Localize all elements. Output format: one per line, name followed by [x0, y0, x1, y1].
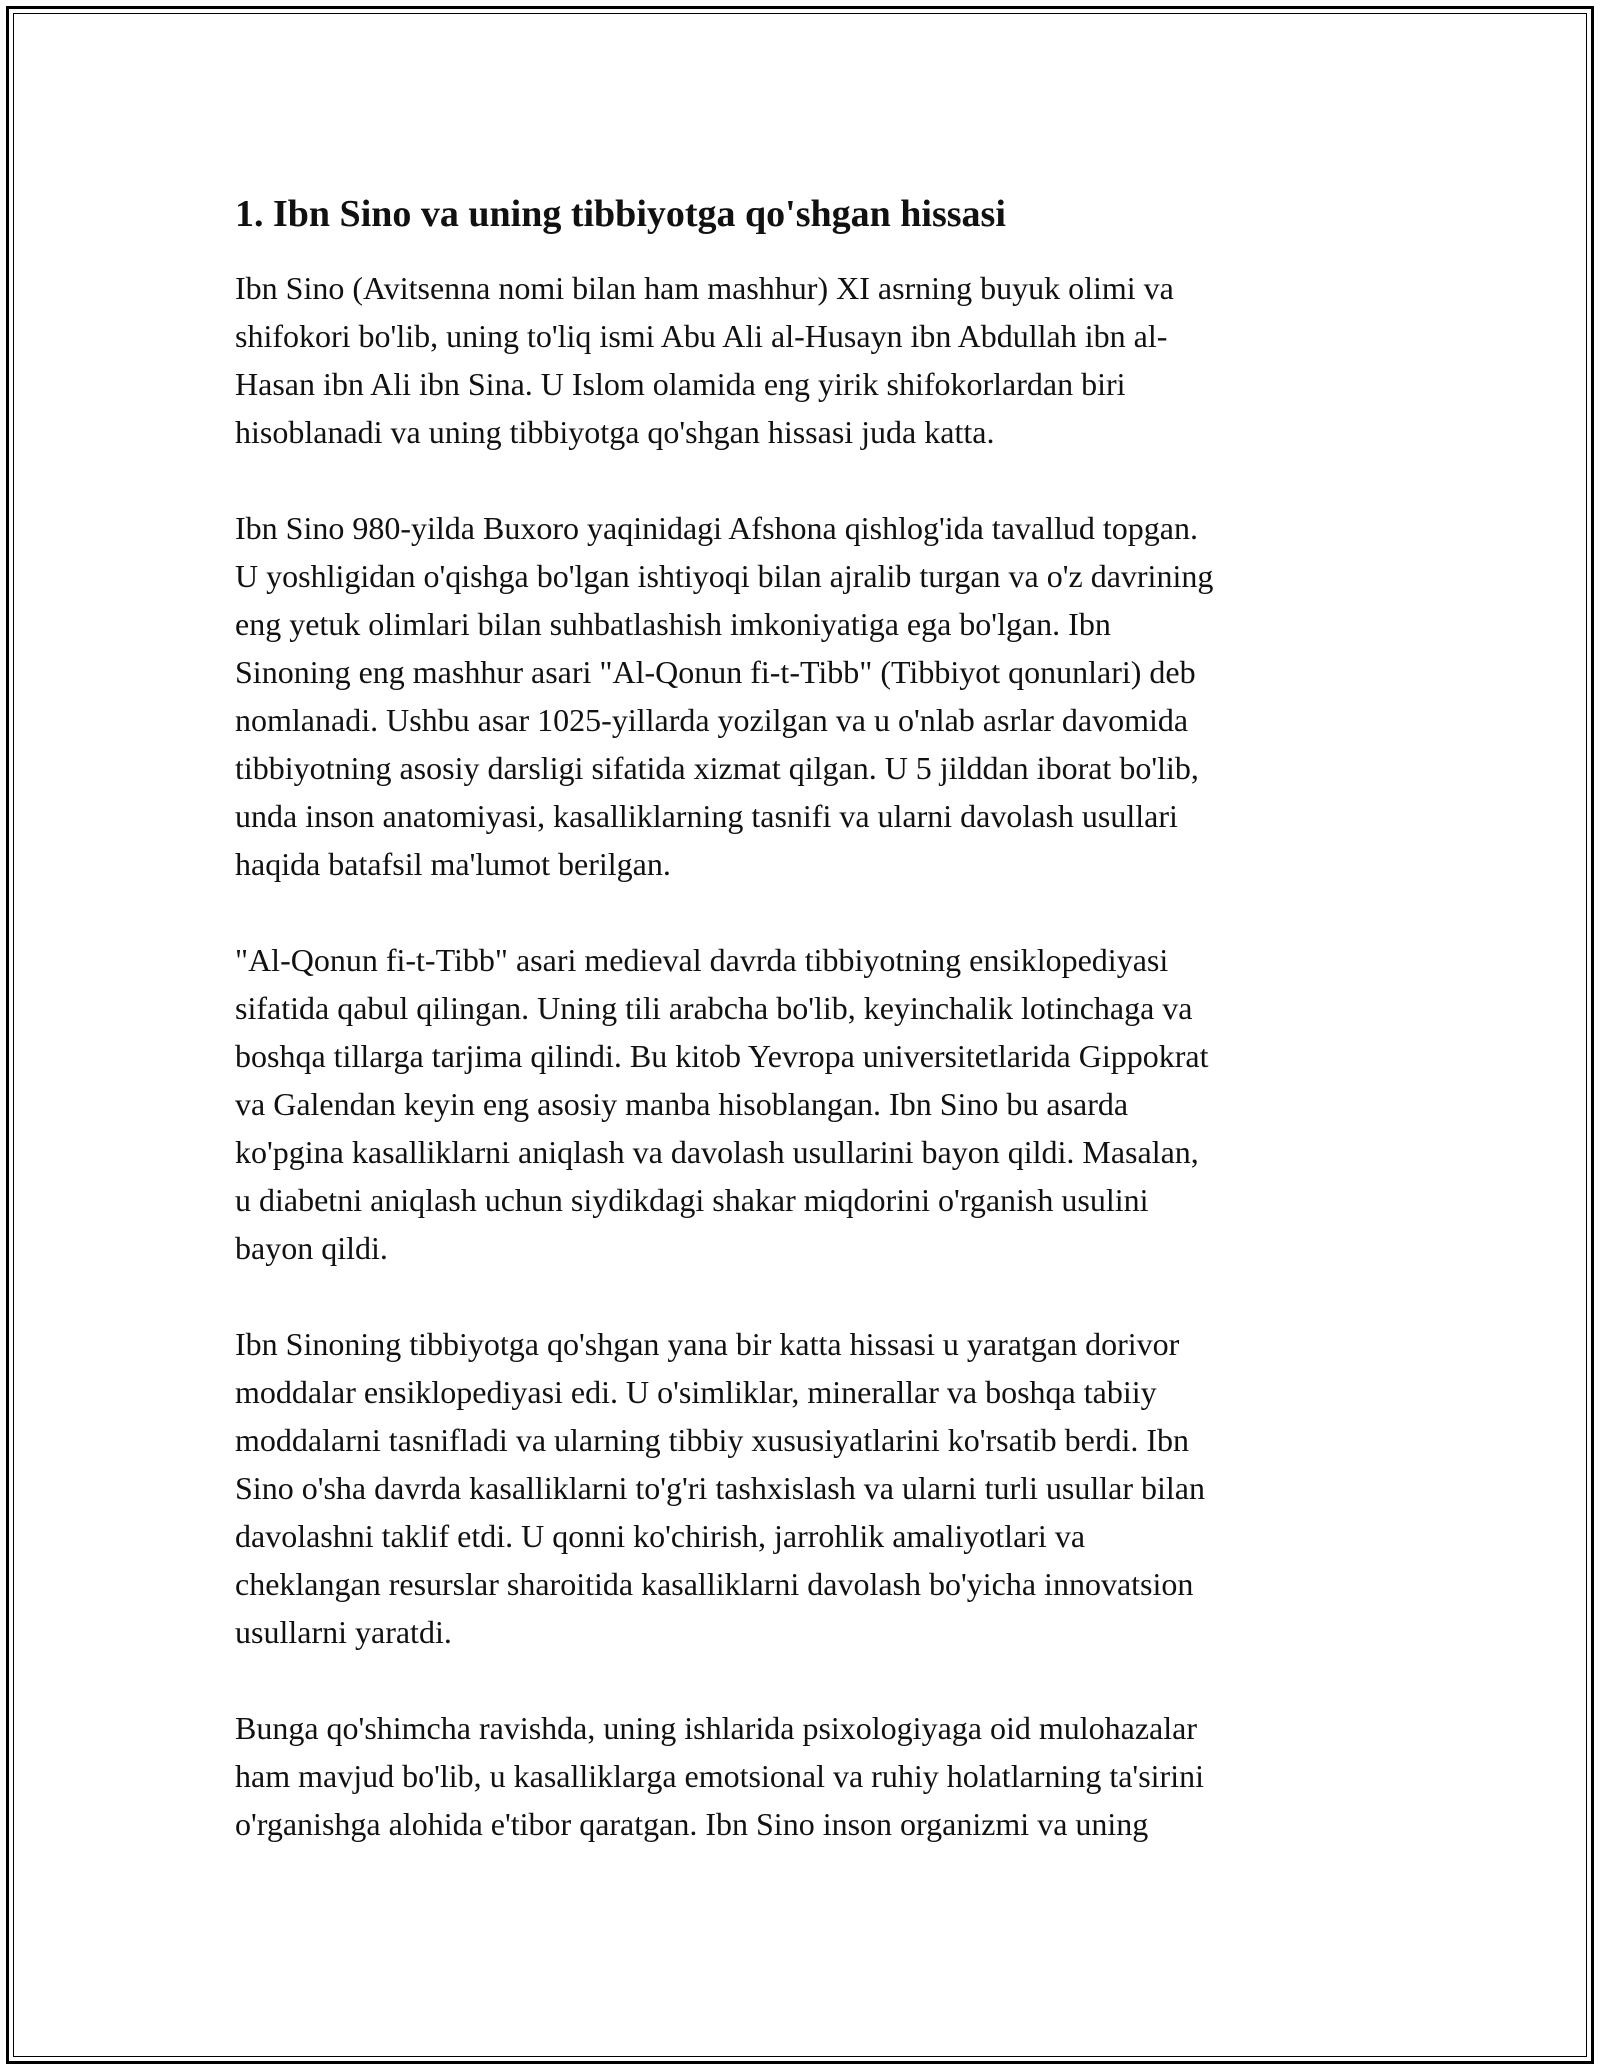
text-line: haqida batafsil ma'lumot berilgan. [235, 846, 671, 882]
text-line: Bunga qo'shimcha ravishda, uning ishlarida psixologiyaga oid mulohazalar [235, 1710, 1197, 1746]
paragraph-2 [235, 504, 1375, 888]
text-line: cheklangan resurslar sharoitida kasalliklarni davolash bo'yicha innovatsion [235, 1566, 1194, 1602]
text-line: unda inson anatomiyasi, kasalliklarning tasnifi va ularni davolash usullari [235, 798, 1178, 834]
text-line: bayon qildi. [235, 1230, 388, 1266]
text-line: sifatida qabul qilingan. Uning tili arabcha bo'lib, keyinchalik lotinchaga va [235, 990, 1193, 1026]
text-line: usullarni yaratdi. [235, 1614, 452, 1650]
text-line: moddalarni tasnifladi va ularning tibbiy xususiyatlarini ko'rsatib berdi. Ibn [235, 1422, 1190, 1458]
text-line: u diabetni aniqlash uchun siydikdagi shakar miqdorini o'rganish usulini [235, 1182, 1149, 1218]
paragraph-4 [235, 1320, 1375, 1656]
text-line: boshqa tillarga tarjima qilindi. Bu kitob Yevropa universitetlarida Gippokrat [235, 1038, 1209, 1074]
text-line: ko'pgina kasalliklarni aniqlash va davolash usullarini bayon qildi. Masalan, [235, 1134, 1199, 1170]
paragraph-5 [235, 1704, 1375, 1848]
paragraph-3 [235, 936, 1375, 1272]
text-line: davolashni taklif etdi. U qonni ko'chirish, jarrohlik amaliyotlari va [235, 1518, 1086, 1554]
text-line: "Al-Qonun fi-t-Tibb" asari medieval davrda tibbiyotning ensiklopediyasi [235, 942, 1169, 978]
paragraph-1 [235, 264, 1375, 456]
text-line: o'rganishga alohida e'tibor qaratgan. Ibn Sino inson organizmi va uning [235, 1806, 1149, 1842]
text-line: Sinoning eng mashhur asari "Al-Qonun fi-t-Tibb" (Tibbiyot qonunlari) deb [235, 654, 1196, 690]
document-body [235, 190, 1375, 1896]
text-line: nomlanadi. Ushbu asar 1025-yillarda yozilgan va u o'nlab asrlar davomida [235, 702, 1189, 738]
text-line: ham mavjud bo'lib, u kasalliklarga emotsional va ruhiy holatlarning ta'sirini [235, 1758, 1204, 1794]
text-line: shifokori bo'lib, uning to'liq ismi Abu Ali al-Husayn ibn Abdullah ibn al- [235, 318, 1168, 354]
text-line: va Galendan keyin eng asosiy manba hisoblangan. Ibn Sino bu asarda [235, 1086, 1129, 1122]
text-line: Hasan ibn Ali ibn Sina. U Islom olamida eng yirik shifokorlardan biri [235, 366, 1126, 402]
text-line: Ibn Sinoning tibbiyotga qo'shgan yana bir katta hissasi u yaratgan dorivor [235, 1326, 1180, 1362]
text-line: tibbiyotning asosiy darsligi sifatida xizmat qilgan. U 5 jilddan iborat bo'lib, [235, 750, 1199, 786]
text-line: moddalar ensiklopediyasi edi. U o'simliklar, minerallar va boshqa tabiiy [235, 1374, 1157, 1410]
text-line: eng yetuk olimlari bilan suhbatlashish imkoniyatiga ega bo'lgan. Ibn [235, 606, 1111, 642]
text-line: Ibn Sino 980-yilda Buxoro yaqinidagi Afshona qishlog'ida tavallud topgan. [235, 510, 1198, 546]
text-line: Ibn Sino (Avitsenna nomi bilan ham mashhur) XI asrning buyuk olimi va [235, 270, 1174, 306]
text-line: hisoblanadi va uning tibbiyotga qo'shgan hissasi juda katta. [235, 414, 995, 450]
document-title: 1. Ibn Sino va uning tibbiyotga qo'shgan hissasi [235, 193, 1006, 235]
text-line: U yoshligidan o'qishga bo'lgan ishtiyoqi bilan ajralib turgan va o'z davrining [235, 558, 1214, 594]
text-line: Sino o'sha davrda kasalliklarni to'g'ri tashxislash va ularni turli usullar bilan [235, 1470, 1205, 1506]
